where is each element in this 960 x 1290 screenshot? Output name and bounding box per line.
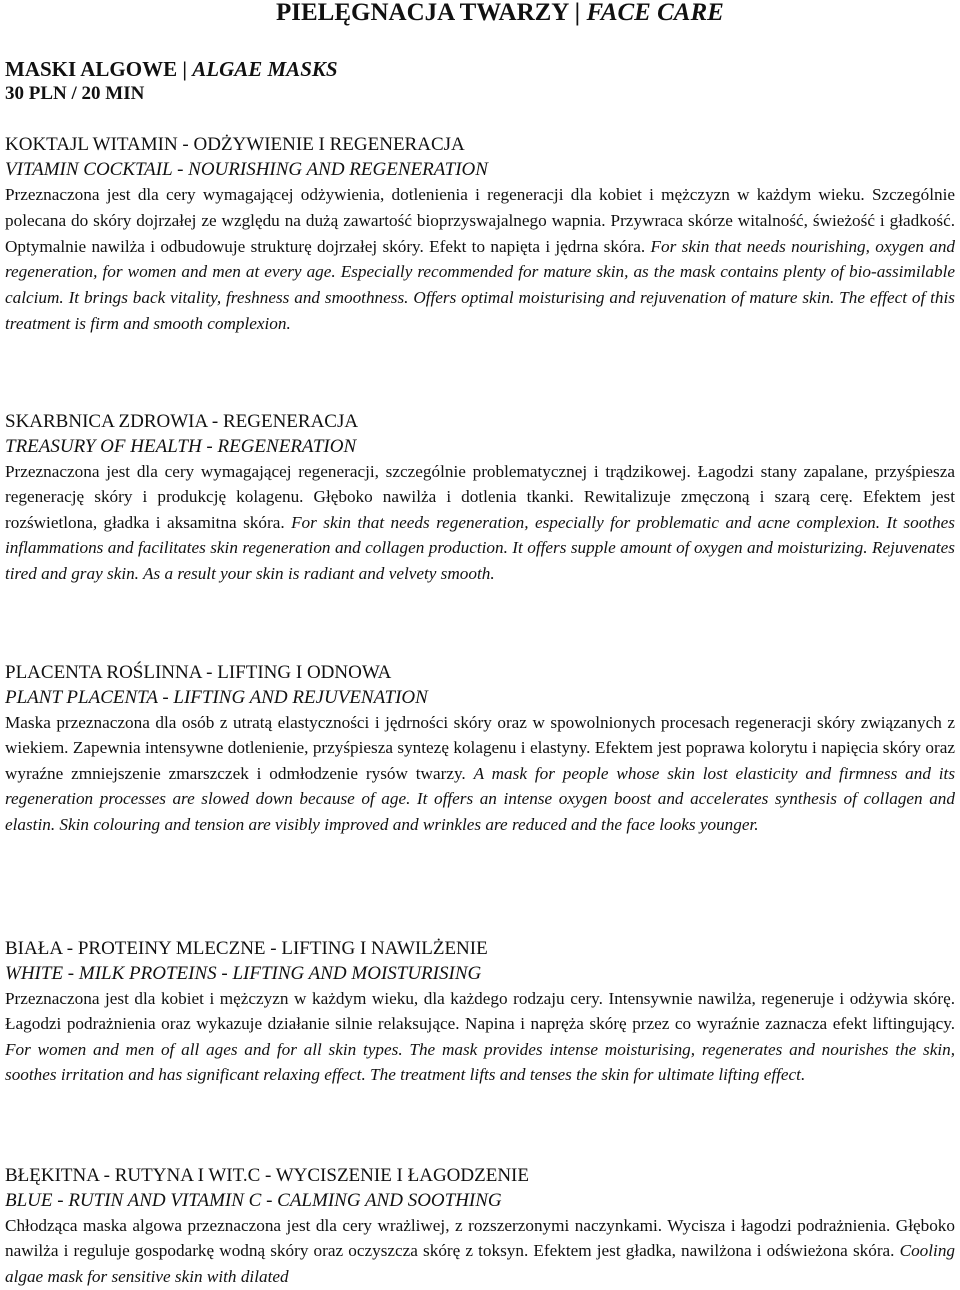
section-title-en: BLUE - RUTIN AND VITAMIN C - CALMING AND SOOTHING — [5, 1190, 502, 1211]
page-title-separator: | — [568, 0, 587, 26]
description-pl: Przeznaczona jest dla cery wymagającej regeneracji, szczególnie problematycznej i trądzikowej. Łagodzi stany zapalane, przyśpiesza regenerację skóry i produkcję kolagenu. Głęboko nawilża i dotlenia tkanki. Rewitalizuje zmęczoną i szarą cerę. Efektem jest rozświetlona, gładka i aksamitna skóra. — [5, 462, 955, 532]
section-title-en: VITAMIN COCKTAIL - NOURISHING AND REGENERATION — [5, 159, 488, 180]
section-plant-placenta — [5, 660, 955, 837]
section-title-pl: KOKTAJL WITAMIN - ODŻYWIENIE I REGENERACJA — [5, 134, 465, 155]
description-pl: Przeznaczona jest dla cery wymagającej odżywienia, dotlenienia i regeneracji dla kobiet i mężczyzn w każdym wieku. Szczególnie polecana do skóry dojrzałej ze względu na dużą zawartość bioprzyswajalnego wapnia. Przywraca skórze witalność, świeżość i gładkość. Optymalnie nawilża i odbudowuje strukturę dojrzałej skóry. Efekt to napięta i jędrna skóra. — [5, 185, 955, 256]
description-en: Cooling algae mask for sensitive skin with dilated — [5, 1241, 956, 1286]
category-title-en: ALGAE MASKS — [192, 57, 338, 81]
description-en: For women and men of all ages and for all skin types. The mask provides intense moisturising, regenerates and nourishes the skin, soothes irritation and has significant relaxing effect. The treatment lifts and tenses the skin for ultimate lifting effect. — [5, 1039, 955, 1085]
category-title-separator: | — [177, 57, 193, 81]
page-title — [276, 0, 724, 26]
section-description — [5, 1213, 955, 1289]
category-title-pl: MASKI ALGOWE — [5, 57, 178, 81]
category-price: 30 PLN / 20 MIN — [5, 83, 145, 104]
section-title-en: PLANT PLACENTA - LIFTING AND REJUVENATION — [5, 687, 428, 708]
section-description — [5, 459, 955, 586]
section-vitamin-cocktail — [5, 132, 955, 337]
page-title-en: FACE CARE — [586, 0, 724, 26]
description-pl: Chłodząca maska algowa przeznaczona jest dla cery wrażliwej, z rozszerzonymi naczynkami. Wycisza i łagodzi podrażnienia. Głęboko nawilża i reguluje gospodarkę wodną skóry oraz oczyszcza skórę z toksyn. Efektem jest gładka, nawilżona i odświeżona skóra. — [5, 1216, 955, 1261]
section-blue-rutin — [5, 1163, 955, 1289]
section-title-pl: PLACENTA ROŚLINNA - LIFTING I ODNOWA — [5, 662, 392, 683]
description-en: A mask for people whose skin lost elasticity and firmness and its regeneration processes are slowed down because of age. It offers an intense oxygen boost and accelerates synthesis of collagen and elastin. Skin colouring and tension are visibly improved and wrinkles are reduced and the face looks younger. — [5, 763, 956, 834]
section-white-milk-proteins — [5, 936, 955, 1088]
section-description — [5, 710, 955, 837]
description-pl: Przeznaczona jest dla kobiet i mężczyzn w każdym wieku, dla każdego rodzaju cery. Intensywnie nawilża, regeneruje i odżywia skórę. Łagodzi podrażnienia oraz wykazuje działanie silnie relaksujące. Napina i napręża skórę przez co wyraźnie zaznacza efekt liftingujący. — [5, 989, 955, 1034]
section-title-en: TREASURY OF HEALTH - REGENERATION — [5, 436, 357, 457]
category-title — [5, 56, 338, 82]
description-en: For skin that needs nourishing, oxygen and regeneration, for women and men at every age. Especially recommended for mature skin, as the mask contains plenty of bio-assimilable calcium. It brings back vitality, freshness and smoothness. Offers optimal moisturising and rejuvenation of mature skin. The effect of this treatment is firm and smooth complexion. — [5, 236, 956, 333]
section-description — [5, 986, 955, 1088]
section-treasury-of-health — [5, 409, 955, 586]
description-pl: Maska przeznaczona dla osób z utratą elastyczności i jędrności skóry oraz w spowolnionych procesach regeneracji skóry związanych z wiekiem. Zapewnia intensywne dotlenienie, przyśpiesza syntezę kolagenu i elastyny. Efektem jest poprawa kolorytu i napięcia skóry oraz wyraźne zmniejszenie zmarszczek i odmłodzenie rysów twarzy. — [5, 713, 955, 783]
category-header — [5, 56, 338, 106]
section-title-pl: BŁĘKITNA - RUTYNA I WIT.C - WYCISZENIE I ŁAGODZENIE — [5, 1165, 529, 1186]
description-en: For skin that needs regeneration, especially for problematic and acne complexion. It soothes inflammations and facilitates skin regeneration and collagen production. It offers supple amount of oxygen and moisturizing. Rejuvenates tired and gray skin. As a result your skin is radiant and velvety smooth. — [5, 512, 955, 583]
section-title-en: WHITE - MILK PROTEINS - LIFTING AND MOISTURISING — [5, 963, 482, 984]
section-title-pl: SKARBNICA ZDROWIA - REGENERACJA — [5, 411, 359, 432]
page-title-pl: PIELĘGNACJA TWARZY — [276, 0, 569, 26]
section-description — [5, 182, 955, 337]
section-title-pl: BIAŁA - PROTEINY MLECZNE - LIFTING I NAWILŻENIE — [5, 938, 488, 959]
